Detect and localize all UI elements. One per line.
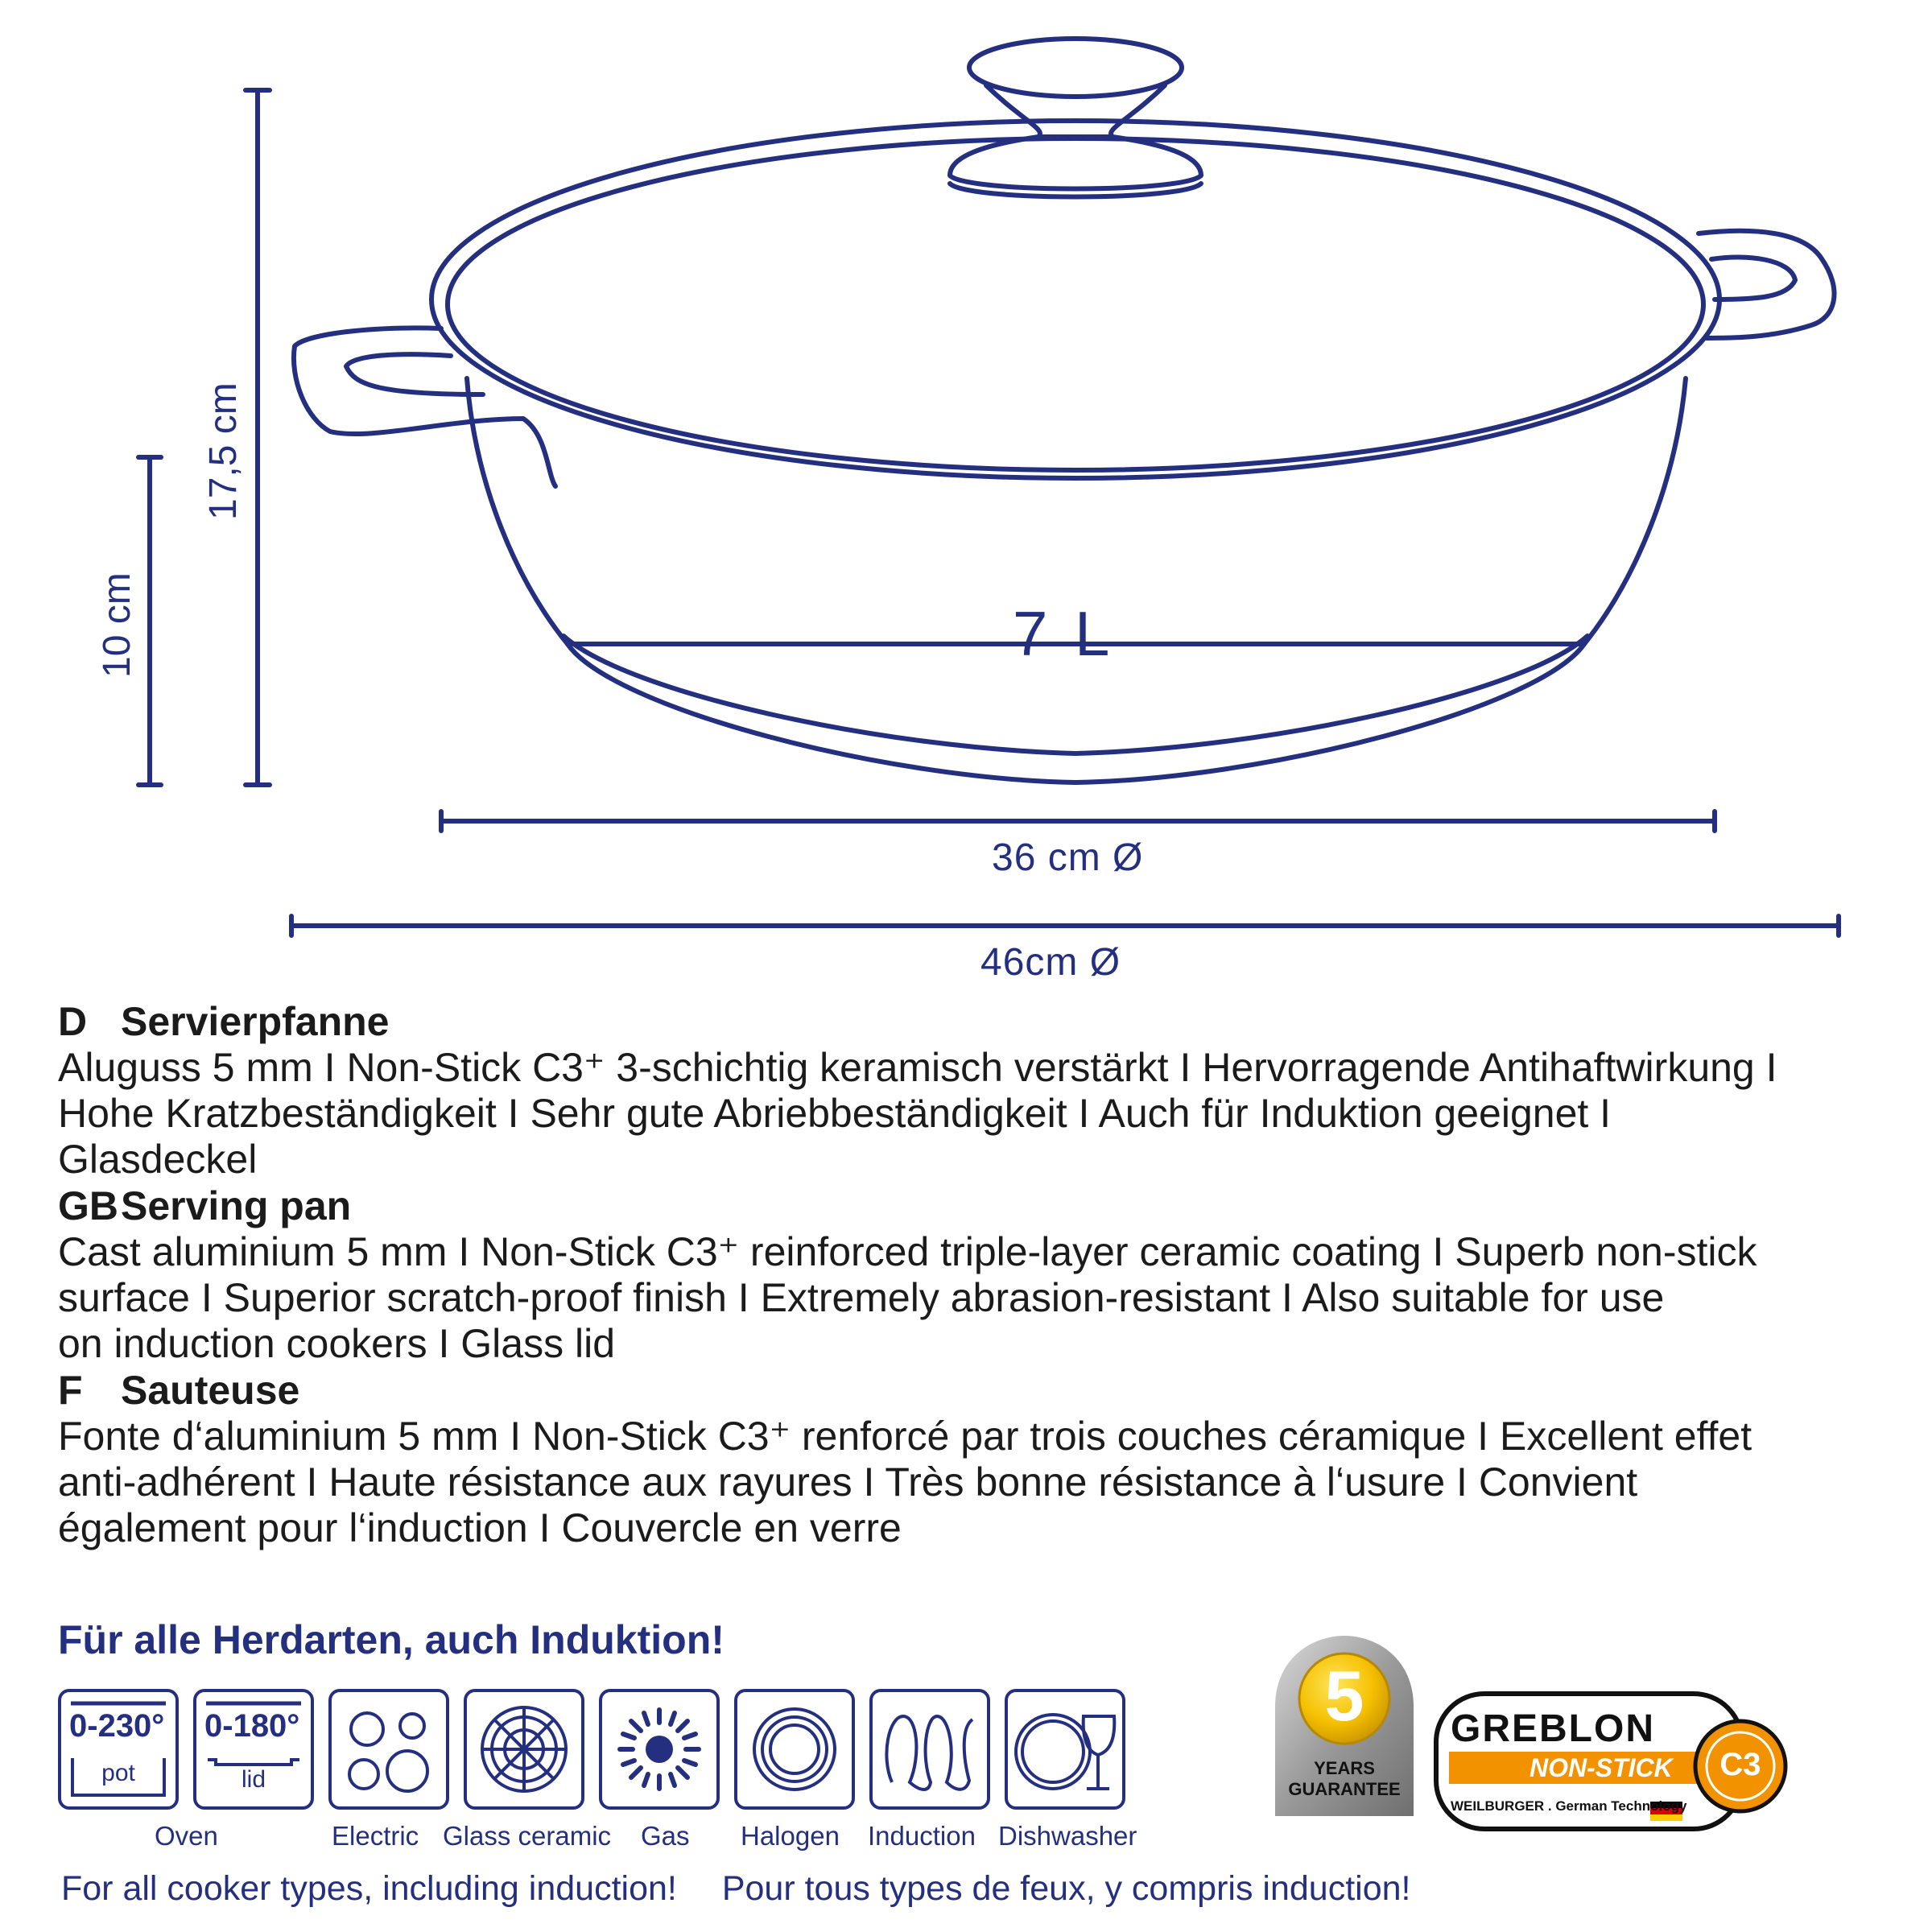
greblon-grade: C3 <box>1719 1747 1761 1782</box>
oven-pot-icon <box>58 1689 179 1810</box>
label-dishwasher: Dishwasher <box>998 1821 1137 1851</box>
label-halogen: Halogen <box>741 1821 840 1851</box>
section-line: Fonte d‘aluminium 5 mm I Non-Stick C3⁺ renforcé par trois couches céramique I Excellent effet <box>58 1414 1752 1459</box>
guarantee-number: 5 <box>1324 1656 1364 1736</box>
knob-top <box>969 39 1182 97</box>
section-code: F <box>58 1368 83 1413</box>
dishwasher-icon <box>1005 1689 1125 1810</box>
electric-icon <box>328 1689 449 1810</box>
section-line: Hohe Kratzbeständigkeit I Sehr gute Abriebbeständigkeit I Auch für Induktion geeignet I <box>58 1091 1612 1136</box>
section-line: Glasdeckel <box>58 1137 258 1182</box>
cooker-heading: Für alle Herdarten, auch Induktion! <box>58 1617 724 1662</box>
greblon-logo <box>1433 1690 1803 1832</box>
section-line: Cast aluminium 5 mm I Non-Stick C3⁺ reinforced triple-layer ceramic coating I Superb non-stick <box>58 1229 1757 1274</box>
height-body-label: 10 cm <box>96 572 138 678</box>
glass-ceramic-icon <box>464 1689 584 1810</box>
cooker-icons <box>58 1689 1140 1810</box>
label-electric: Electric <box>332 1821 419 1851</box>
section-line: surface I Superior scratch-proof finish I Extremely abrasion-resistant I Also suitable for use <box>58 1275 1665 1320</box>
label-induction: Induction <box>868 1821 976 1851</box>
height-total-label: 17,5 cm <box>202 382 245 520</box>
oven-pot-sub: pot <box>101 1760 135 1786</box>
section-line: on induction cookers I Glass lid <box>58 1321 616 1366</box>
label-gas: Gas <box>641 1821 690 1851</box>
greblon-sub: NON-STICK <box>1530 1753 1673 1782</box>
lid-outer <box>431 121 1719 478</box>
section-gb <box>58 1183 1909 1367</box>
left-handle <box>294 328 555 486</box>
section-f <box>58 1367 1909 1551</box>
greblon-brand: GREBLON <box>1451 1707 1655 1750</box>
section-d <box>58 998 1909 1183</box>
section-line: Aluguss 5 mm I Non-Stick C3⁺ 3-schichtig keramisch verstärkt I Hervorragende Antihaftwirkung I <box>58 1045 1777 1090</box>
gas-icon <box>599 1689 720 1810</box>
diameter-inner-label: 36 cm Ø <box>992 836 1144 879</box>
oven-lid-icon <box>193 1689 314 1810</box>
volume-label: 7 L <box>1013 598 1115 669</box>
footer-fr: Pour tous types de feux, y compris induction! <box>721 1869 1411 1908</box>
induction-icon <box>869 1689 990 1810</box>
oven-pot-temp: 0-230° <box>69 1708 165 1744</box>
guarantee-badge <box>1272 1634 1417 1823</box>
section-code: D <box>58 999 88 1044</box>
section-line: anti-adhérent I Haute résistance aux rayures I Très bonne résistance à l‘usure I Convient <box>58 1459 1638 1505</box>
guarantee-line2: GUARANTEE <box>1288 1779 1401 1799</box>
oven-lid-sub: lid <box>241 1766 266 1793</box>
label-oven: Oven <box>155 1821 218 1851</box>
diameter-outer-label: 46cm Ø <box>980 941 1121 984</box>
greblon-maker: WEILBURGER . German Technology <box>1451 1798 1687 1814</box>
oven-lid-temp: 0-180° <box>204 1708 300 1744</box>
section-title: Serving pan <box>121 1183 352 1228</box>
section-line: également pour l‘induction I Couvercle en verre <box>58 1505 902 1550</box>
footer <box>61 1869 1446 1909</box>
footer-en: For all cooker types, including induction! <box>61 1869 677 1908</box>
description-sections <box>58 998 1909 1551</box>
halogen-icon <box>734 1689 855 1810</box>
guarantee-line1: YEARS <box>1314 1758 1375 1778</box>
section-title: Sauteuse <box>121 1368 300 1413</box>
label-glass-ceramic: Glass ceramic <box>443 1821 612 1851</box>
section-title: Servierpfanne <box>121 999 390 1044</box>
section-code: GB <box>58 1183 118 1228</box>
